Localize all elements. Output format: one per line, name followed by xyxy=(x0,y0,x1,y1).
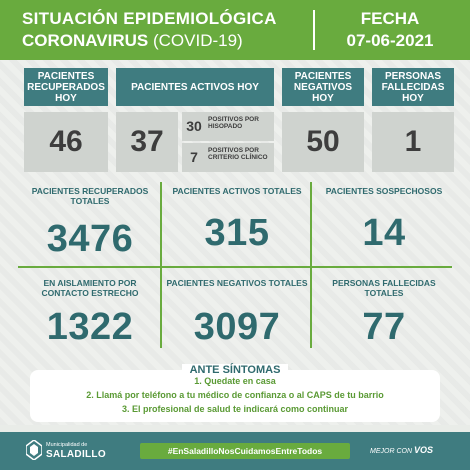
symptom-step-3: 3. El profesional de salud te indicará como continuar xyxy=(121,404,349,414)
municipalidad-label: Municipalidad de xyxy=(46,442,88,448)
recuperados-totales-label: PACIENTES RECUPERADOS TOTALES xyxy=(31,186,149,206)
symptoms-title: ANTE SÍNTOMAS xyxy=(0,360,470,378)
criterio-value: 7 xyxy=(190,149,198,165)
activos-hoy-label: PACIENTES ACTIVOS HOY xyxy=(116,68,274,106)
aislamiento-value: 1322 xyxy=(46,306,134,348)
fallecidas-totales-label: PERSONAS FALLECIDAS TOTALES xyxy=(332,278,436,298)
activos-totales-value: 315 xyxy=(204,212,270,254)
header-divider xyxy=(313,10,315,50)
activos-totales-label: PACIENTES ACTIVOS TOTALES xyxy=(172,186,302,196)
aislamiento-label: EN AISLAMIENTO POR CONTACTO ESTRECHO xyxy=(41,278,139,298)
hashtag-banner: #EnSaladilloNosCuidamosEntreTodos xyxy=(140,443,350,459)
mejor-con-vos-logo: MEJOR CON VOS xyxy=(370,445,433,455)
hisopado-value: 30 xyxy=(186,118,202,134)
hisopado-box xyxy=(182,112,274,141)
symptom-step-1: 1. Quedate en casa xyxy=(194,376,276,386)
negativos-totales-value: 3097 xyxy=(193,306,281,348)
recuperados-totales-value: 3476 xyxy=(46,218,134,260)
hisopado-label: POSITIVOS POR HISOPADO xyxy=(208,116,259,130)
fecha-label: FECHA xyxy=(360,9,420,28)
grid-divider-v2 xyxy=(310,182,312,348)
title-line2: CORONAVIRUS (COVID-19) xyxy=(22,31,243,50)
grid-divider-h xyxy=(18,266,452,268)
criterio-label: POSITIVOS POR CRITERIO CLÍNICO xyxy=(208,147,268,161)
sospechosos-value: 14 xyxy=(362,212,406,254)
recuperados-hoy-value: 46 xyxy=(24,112,108,172)
sospechosos-label: PACIENTES SOSPECHOSOS xyxy=(325,186,443,196)
negativos-totales-label: PACIENTES NEGATIVOS TOTALES xyxy=(166,278,308,288)
header-banner xyxy=(0,0,470,60)
negativos-hoy-label: PACIENTES NEGATIVOS HOY xyxy=(282,68,364,106)
symptom-step-2: 2. Llamá por teléfono a tu médico de confianza o al CAPS de tu barrio xyxy=(86,390,384,400)
fallecidas-hoy-label: PERSONAS FALLECIDAS HOY xyxy=(372,68,454,106)
saladillo-label: SALADILLO xyxy=(46,449,106,460)
recuperados-hoy-label: PACIENTES RECUPERADOS HOY xyxy=(24,68,108,106)
fallecidas-totales-value: 77 xyxy=(362,306,406,348)
fallecidas-hoy-value: 1 xyxy=(372,112,454,172)
saladillo-logo-icon xyxy=(26,440,42,460)
report-date: 07-06-2021 xyxy=(346,31,434,50)
grid-divider-v1 xyxy=(160,182,162,348)
activos-hoy-value: 37 xyxy=(116,112,178,172)
footer-bar xyxy=(0,432,470,470)
negativos-hoy-value: 50 xyxy=(282,112,364,172)
criterio-box xyxy=(182,143,274,172)
title-line1: SITUACIÓN EPIDEMIOLÓGICA xyxy=(22,9,277,28)
